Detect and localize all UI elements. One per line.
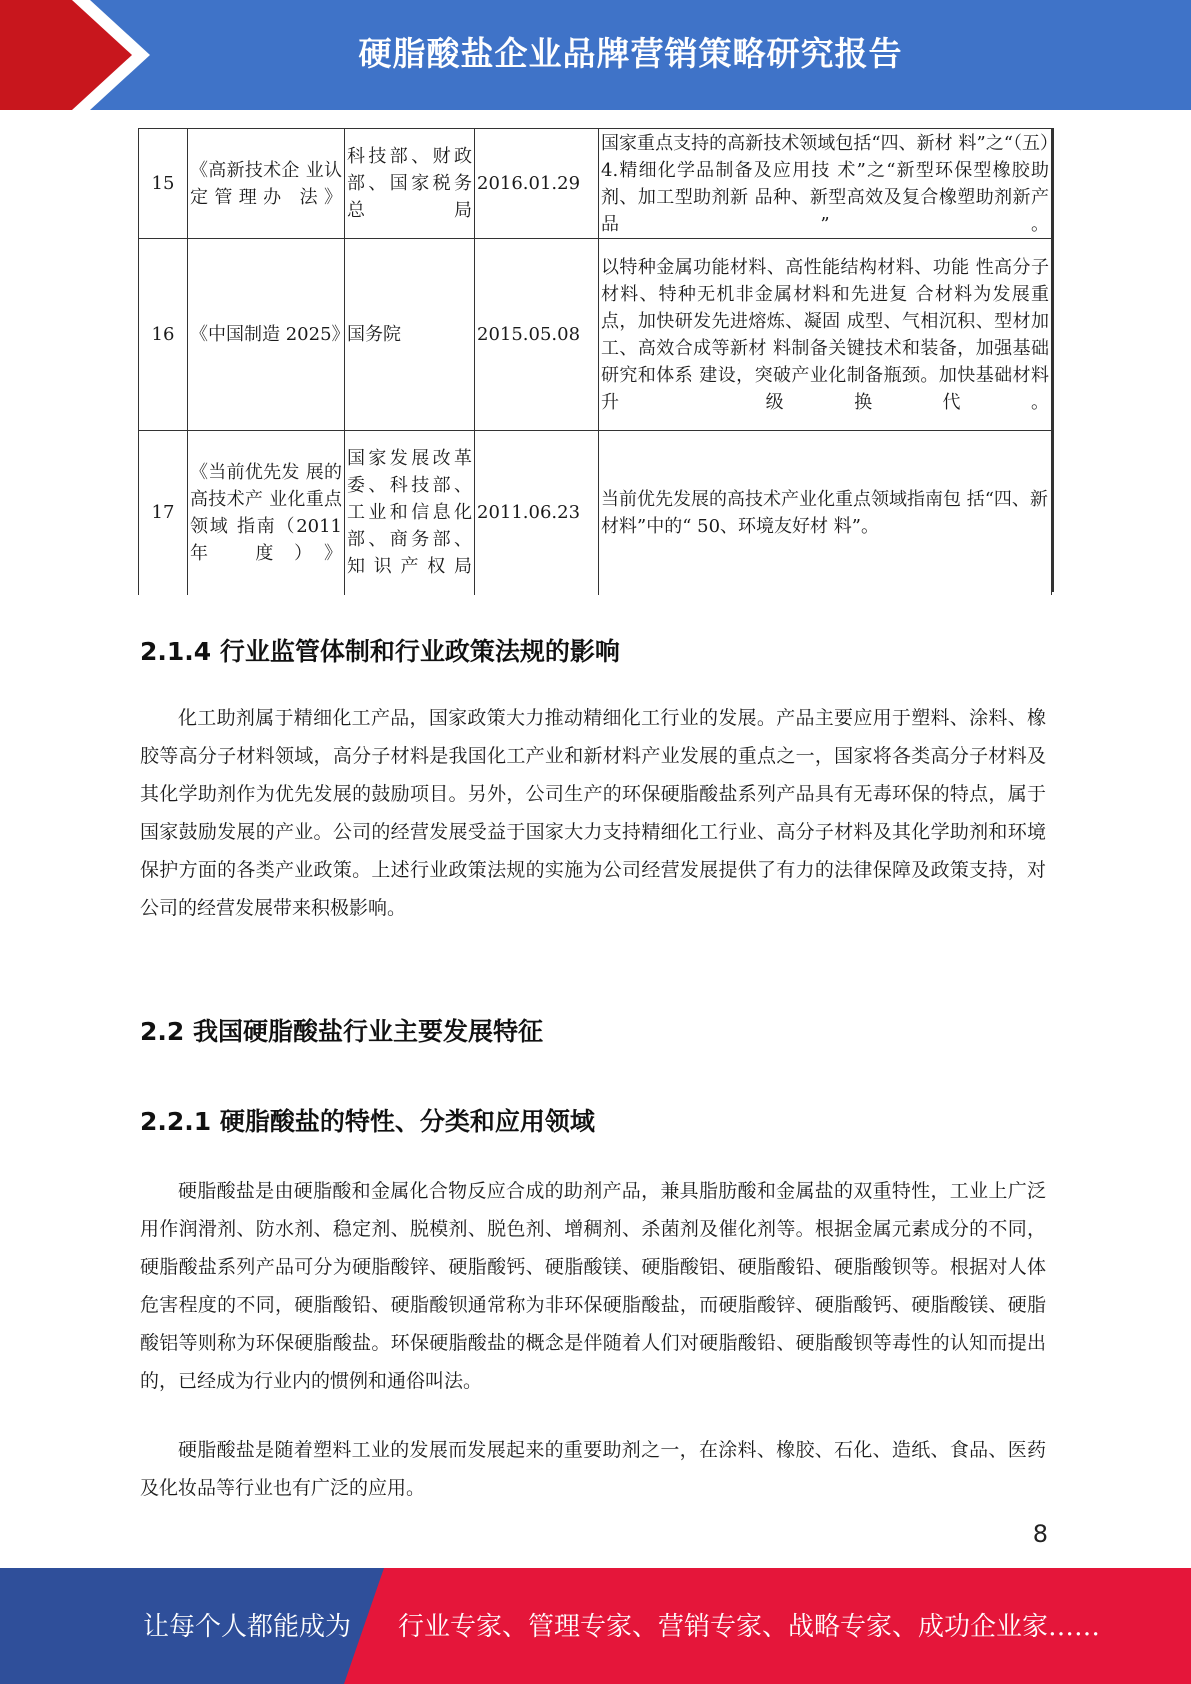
section-heading-2-2: 2.2 我国硬脂酸盐行业主要发展特征 <box>140 1017 543 1046</box>
policy-table <box>138 128 1052 595</box>
footer-banner <box>0 1568 1191 1684</box>
table-outer-border <box>1052 128 1054 592</box>
page-number: 8 <box>1032 1520 1048 1548</box>
policy-name: 《中国制造 2025》 <box>188 239 345 431</box>
policy-date: 2016.01.29 <box>475 129 599 239</box>
section-2-2-1-paragraph-1: 硬脂酸盐是由硬脂酸和金属化合物反应合成的助剂产品，兼具脂肪酸和金属盐的双重特性，工业上广泛用作润滑剂、防水剂、稳定剂、脱模剂、脱色剂、增稠剂、杀菌剂及催化剂等。根据金属元素成分的不同，硬脂酸盐系列产品可分为硬脂酸锌、硬脂酸钙、硬脂酸镁、硬脂酸铝、硬脂酸铅、硬脂酸钡等。根据对人体危害程度的不同，硬脂酸铅、硬脂酸钡通常称为非环保硬脂酸盐，而硬脂酸锌、硬脂酸钙、硬脂酸镁、硬脂酸铝等则称为环保硬脂酸盐。环保硬脂酸盐的概念是伴随着人们对硬脂酸铅、硬脂酸钡等毒性的认知而提出的，已经成为行业内的惯例和通俗叫法。 <box>140 1180 1046 1392</box>
policy-content: 国家重点支持的高新技术领域包括“四、新材 料”之“（五）4.精细化学品制备及应用技 术”之“新型环保型橡胶助剂、加工型助剂新 品种、新型高效及复合橡塑助剂新产品”。 <box>599 129 1052 239</box>
table-row <box>139 431 1052 595</box>
header-arrow-graphic <box>0 0 160 110</box>
section-2-1-4-paragraph: 化工助剂属于精细化工产品，国家政策大力推动精细化工行业的发展。产品主要应用于塑料、涂料、橡胶等高分子材料领域，高分子材料是我国化工产业和新材料产业发展的重点之一，国家将各类高分子材料及其化学助剂作为优先发展的鼓励项目。另外，公司生产的环保硬脂酸盐系列产品具有无毒环保的特点，属于国家鼓励发展的产业。公司的经营发展受益于国家大力支持精细化工行业、高分子材料及其化学助剂和环境保护方面的各类产业政策。上述行业政策法规的实施为公司经营发展提供了有力的法律保障及政策支持，对公司的经营发展带来积极影响。 <box>140 707 1046 919</box>
policy-issuer: 国务院 <box>345 239 475 431</box>
footer-slogan-left: 让每个人都能成为 <box>143 1612 352 1642</box>
policy-content: 当前优先发展的高技术产业化重点领域指南包 括“四、新材料”中的“ 50、环境友好材 料”。 <box>599 431 1052 595</box>
row-number: 15 <box>139 129 188 239</box>
footer-slogan-right: 行业专家、管理专家、营销专家、战略专家、成功企业家…… <box>398 1612 1101 1642</box>
policy-date: 2011.06.23 <box>475 431 599 595</box>
header-title: 硬脂酸盐企业品牌营销策略研究报告 <box>358 34 903 73</box>
section-heading-2-1-4: 2.1.4 行业监管体制和行业政策法规的影响 <box>140 637 620 666</box>
table-row <box>139 239 1052 431</box>
section-heading-2-2-1: 2.2.1 硬脂酸盐的特性、分类和应用领域 <box>140 1107 595 1136</box>
policy-content: 以特种金属功能材料、高性能结构材料、功能 性高分子材料、特种无机非金属材料和先进复 合材料为发展重点，加快研发先进熔炼、凝固 成型、气相沉积、型材加工、高效合成等新材 料制备关键技术和装备，加强基础研究和体系 建设，突破产业化制备瓶颈。加快基础材料升 级换代。 <box>599 239 1052 431</box>
section-2-2-1-paragraph-2: 硬脂酸盐是随着塑料工业的发展而发展起来的重要助剂之一，在涂料、橡胶、石化、造纸、食品、医药及化妆品等行业也有广泛的应用。 <box>140 1439 1046 1499</box>
row-number: 16 <box>139 239 188 431</box>
policy-name: 《高新技术企 业认定管理办 法》 <box>188 129 345 239</box>
policy-issuer: 国家发展改革委、科技部、工业和信息化部、商务部、知识产权局 <box>345 431 475 595</box>
header-banner <box>0 0 1191 110</box>
row-number: 17 <box>139 431 188 595</box>
policy-date: 2015.05.08 <box>475 239 599 431</box>
table-row <box>139 129 1052 239</box>
policy-issuer: 科技部、财政部、国家税务总局 <box>345 129 475 239</box>
policy-name: 《当前优先发 展的高技术产 业化重点领域 指南（2011年 度）》 <box>188 431 345 595</box>
